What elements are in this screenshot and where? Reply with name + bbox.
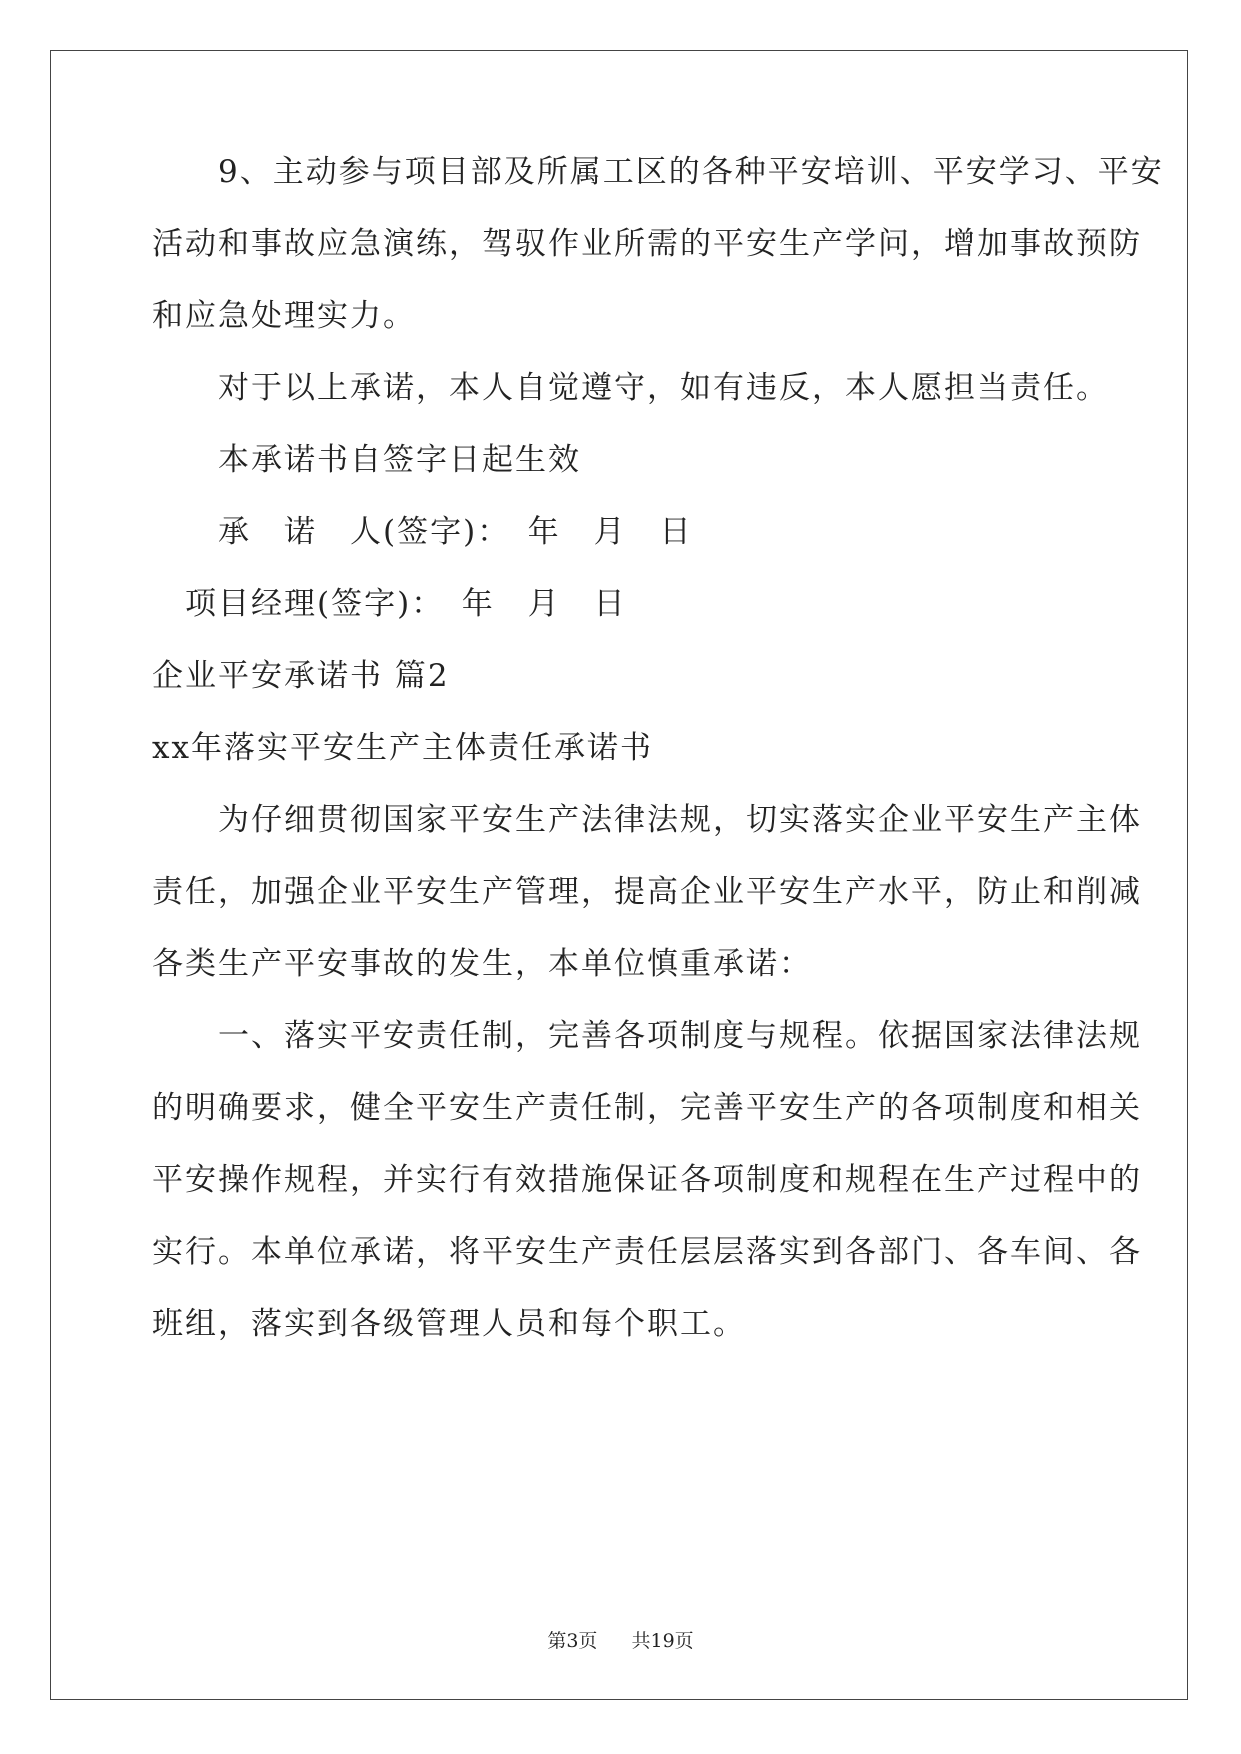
page-footer bbox=[0, 1628, 1241, 1654]
paragraph-line: 各类生产平安事故的发生，本单位慎重承诺： bbox=[152, 946, 812, 982]
paragraph-line: 实行。本单位承诺，将平安生产责任层层落实到各部门、各车间、各 bbox=[152, 1234, 1142, 1270]
signature-line-promisor: 承 诺 人(签字)： 年 月 日 bbox=[152, 514, 693, 550]
paragraph-line: 为仔细贯彻国家平安生产法律法规，切实落实企业平安生产主体 bbox=[152, 802, 1142, 838]
section-heading: 企业平安承诺书 篇2 bbox=[152, 658, 450, 694]
paragraph-line: 9、主动参与项目部及所属工区的各种平安培训、平安学习、平安 bbox=[152, 154, 1164, 190]
paragraph-line: 和应急处理实力。 bbox=[152, 298, 416, 334]
paragraph-line: 活动和事故应急演练，驾驭作业所需的平安生产学问，增加事故预防 bbox=[152, 226, 1142, 262]
paragraph-line: 的明确要求，健全平安生产责任制，完善平安生产的各项制度和相关 bbox=[152, 1090, 1142, 1126]
page-number: 第3页 bbox=[547, 1630, 598, 1652]
paragraph-line: 本承诺书自签字日起生效 bbox=[152, 442, 581, 478]
paragraph-line: 一、落实平安责任制，完善各项制度与规程。依据国家法律法规 bbox=[152, 1018, 1142, 1054]
page-total: 共19页 bbox=[631, 1630, 694, 1652]
paragraph-line: 班组，落实到各级管理人员和每个职工。 bbox=[152, 1306, 746, 1342]
signature-line-manager: 项目经理(签字)： 年 月 日 bbox=[152, 586, 627, 622]
paragraph-line: 对于以上承诺，本人自觉遵守，如有违反，本人愿担当责任。 bbox=[152, 370, 1109, 406]
paragraph-line: 责任，加强企业平安生产管理，提高企业平安生产水平，防止和削减 bbox=[152, 874, 1142, 910]
document-title: xx年落实平安生产主体责任承诺书 bbox=[152, 730, 653, 766]
paragraph-line: 平安操作规程，并实行有效措施保证各项制度和规程在生产过程中的 bbox=[152, 1162, 1142, 1198]
